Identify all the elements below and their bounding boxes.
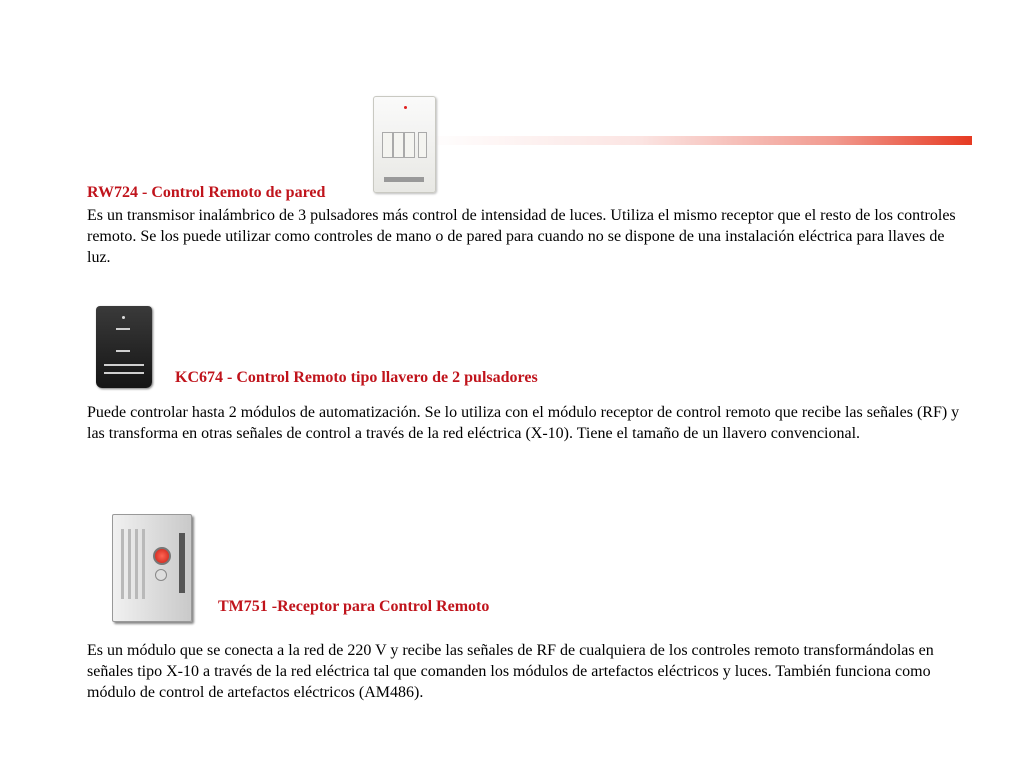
button-label (116, 350, 130, 352)
indicator-led (122, 316, 125, 319)
remote-button (393, 132, 404, 158)
vent-slot (142, 529, 145, 599)
remote-button (382, 132, 393, 158)
vent-slot (135, 529, 138, 599)
side-panel (179, 533, 185, 593)
indicator-led (404, 106, 407, 109)
tm751-description: Es un módulo que se conecta a la red de 220 V y recibe las señales de RF de cualquiera de los controles remoto transformándolas en señales tipo X-10 a través de la red eléctrica tal que comanden los módulos de artefactos eléctricos y luces. También funciona como módulo de control de artefactos eléctricos (AM486). (87, 642, 934, 701)
rw724-title: RW724 - Control Remoto de pared (87, 184, 326, 201)
vent-slot (128, 529, 131, 599)
rw724-description: Es un transmisor inalámbrico de 3 pulsadores más control de intensidad de luces. Utiliza el mismo receptor que el resto de los controles remoto. Se los puede utilizar como controles de mano o de pared para cuando no se dispone de una instalación eléctrica para llaves de luz. (87, 207, 956, 266)
decorative-gradient-bar (420, 136, 972, 145)
kc674-description: Puede controlar hasta 2 módulos de automatización. Se lo utiliza con el módulo receptor de control remoto que recibe las señales (RF) y las transforma en otras señales de control a través de la red eléctrica (X-10). Tiene el tamaño de un llavero convencional. (87, 404, 960, 442)
vent-slot (121, 529, 124, 599)
tm751-title: TM751 -Receptor para Control Remoto (218, 598, 490, 615)
brand-logo (104, 364, 144, 366)
rw724-wall-remote-image (373, 96, 436, 193)
kc674-title: KC674 - Control Remoto tipo llavero de 2 pulsadores (175, 369, 538, 386)
remote-button (404, 132, 415, 158)
tm751-receiver-image (112, 514, 192, 622)
button-label (116, 328, 130, 330)
dimmer-button (418, 132, 427, 158)
model-label (104, 372, 144, 374)
control-knob (153, 547, 171, 565)
kc674-keychain-remote-image (96, 306, 152, 388)
selector-dial (155, 569, 167, 581)
brand-logo (384, 177, 424, 182)
